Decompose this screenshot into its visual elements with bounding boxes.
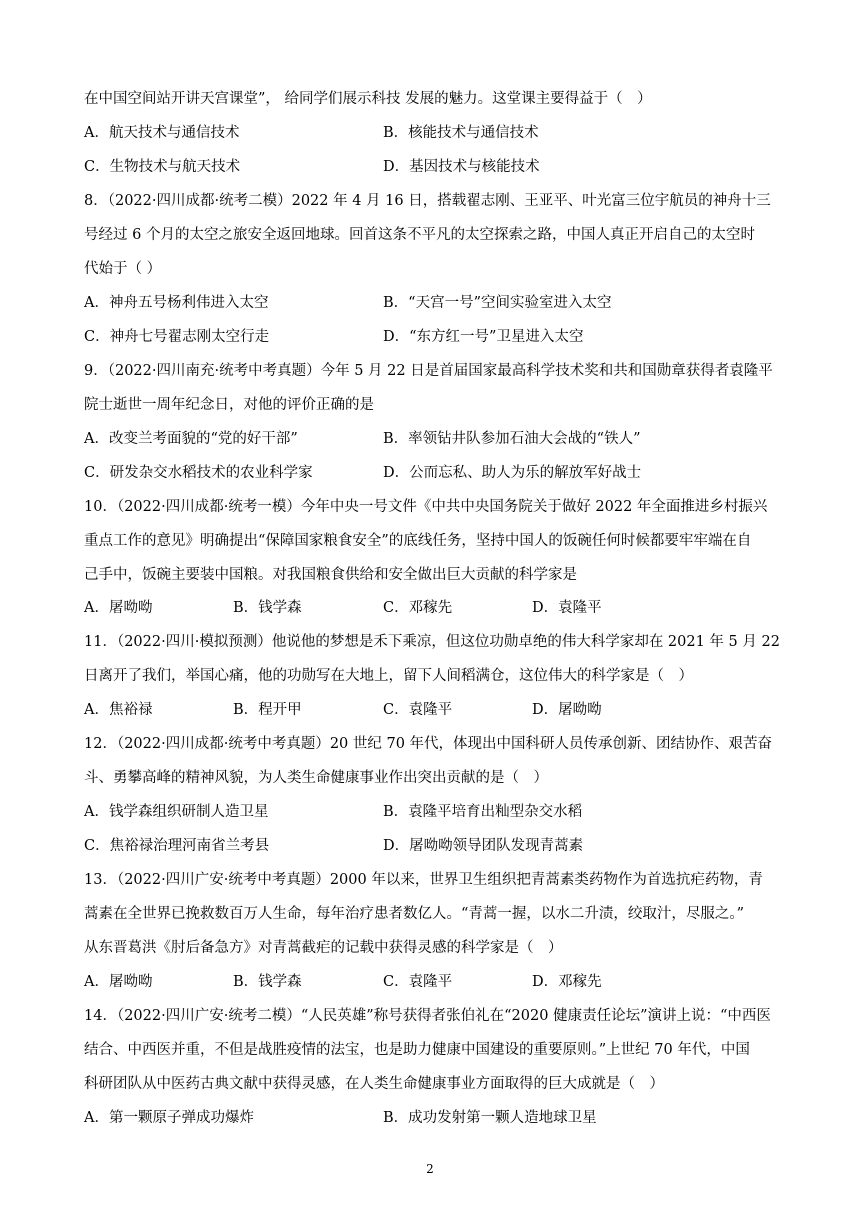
- option-b: B．成功发射第一颗人造地球卫星: [383, 1110, 597, 1126]
- option-d: D．基因技术与核能技术: [383, 159, 540, 175]
- question-9-line-1: 9．（2022·四川南充·统考中考真题）今年 5 月 22 日是首届国家最高科学技术奖和共和国勋章获得者袁隆平: [84, 363, 773, 379]
- question-10-line-1: 10．（2022·四川成都·统考一模）今年中央一号文件《中共中央国务院关于做好 2022 年全面推进乡村振兴: [84, 499, 768, 515]
- option-a: A．屠呦呦: [84, 974, 153, 990]
- option-c: C．生物技术与航天技术: [84, 159, 241, 175]
- option-c: C．神舟七号翟志刚太空行走: [84, 329, 270, 345]
- option-a: A．航天技术与通信技术: [84, 125, 240, 141]
- question-11-line-1: 11．（2022·四川·模拟预测）他说他的梦想是禾下乘凉，但这位功勋卓绝的伟大科学家却在 2021 年 5 月 22: [84, 634, 780, 650]
- option-b: B．钱学森: [233, 600, 302, 616]
- question-8-line-3: 代始于（ ）: [84, 261, 162, 277]
- question-8-line-1: 8．（2022·四川成都·统考二模）2022 年 4 月 16 日，搭载翟志刚、王亚平、叶光富三位宇航员的神舟十三: [84, 193, 771, 209]
- question-13-line-2: 蒿素在全世界已挽救数百万人生命，每年治疗患者数亿人。“青蒿一握，以水二升渍，绞取汁，尽服之。”: [84, 906, 745, 922]
- option-b: B．“天宫一号”空间实验室进入太空: [383, 295, 612, 311]
- option-a: A．钱学森组织研制人造卫星: [84, 804, 269, 820]
- option-a: A．神舟五号杨利伟进入太空: [84, 295, 269, 311]
- question-13-line-1: 13．（2022·四川广安·统考中考真题）2000 年以来，世界卫生组织把青蒿素类药物作为首选抗疟药物，青: [84, 872, 763, 888]
- question-12-line-2: 斗、勇攀高峰的精神风貌，为人类生命健康事业作出突出贡献的是（ ）: [84, 770, 548, 786]
- option-b: B．袁隆平培育出籼型杂交水稻: [383, 804, 583, 820]
- option-d: D．屠呦呦领导团队发现青蒿素: [383, 838, 584, 854]
- option-c: C．研发杂交水稻技术的农业科学家: [84, 465, 313, 481]
- option-a: A．焦裕禄: [84, 702, 153, 718]
- option-b: B．率领钻井队参加石油大会战的“铁人”: [383, 431, 641, 447]
- text-line: 在中国空间站开讲天宫课堂”， 给同学们展示科技 发展的魅力。这堂课主要得益于（ ）: [84, 91, 652, 107]
- option-d: D．屠呦呦: [532, 702, 602, 718]
- option-d: D．公而忘私、助人为乐的解放军好战士: [383, 465, 642, 481]
- option-b: B．核能技术与通信技术: [383, 125, 539, 141]
- question-11-line-2: 日离开了我们，举国心痛，他的功勋写在大地上，留下人间稻满仓，这位伟大的科学家是（ ）: [84, 668, 693, 684]
- option-b: B．程开甲: [233, 702, 302, 718]
- option-c: C．焦裕禄治理河南省兰考县: [84, 838, 270, 854]
- question-12-line-1: 12．（2022·四川成都·统考中考真题）20 世纪 70 年代，体现出中国科研人员传承创新、团结协作、艰苦奋: [84, 736, 773, 752]
- question-14-line-2: 结合、中西医并重，不但是战胜疫情的法宝，也是助力健康中国建设的重要原则。”上世纪 70 年代，中国: [84, 1042, 750, 1058]
- option-c: C．袁隆平: [383, 702, 453, 718]
- question-8-line-2: 号经过 6 个月的太空之旅安全返回地球。回首这条不平凡的太空探索之路，中国人真正开启自己的太空时: [84, 227, 755, 243]
- question-9-line-2: 院士逝世一周年纪念日，对他的评价正确的是: [84, 397, 374, 413]
- option-b: B．钱学森: [233, 974, 302, 990]
- option-d: D．“东方红一号”卫星进入太空: [383, 329, 584, 345]
- option-a: A．第一颗原子弹成功爆炸: [84, 1110, 254, 1126]
- option-d: D．邓稼先: [532, 974, 602, 990]
- question-14-line-1: 14．（2022·四川广安·统考二模）“人民英雄”称号获得者张伯礼在“2020 健康责任论坛”演讲上说：“中西医: [84, 1008, 771, 1024]
- option-a: A．屠呦呦: [84, 600, 153, 616]
- question-14-line-3: 科研团队从中医药古典文献中获得灵感，在人类生命健康事业方面取得的巨大成就是（ ）: [84, 1076, 664, 1092]
- option-a: A．改变兰考面貌的“党的好干部”: [84, 431, 298, 447]
- page-number: 2: [426, 1162, 434, 1176]
- option-d: D．袁隆平: [532, 600, 602, 616]
- option-c: C．袁隆平: [383, 974, 453, 990]
- question-10-line-3: 己手中，饭碗主要装中国粮。对我国粮食供给和安全做出巨大贡献的科学家是: [84, 567, 577, 583]
- question-13-line-3: 从东晋葛洪《肘后备急方》对青蒿截疟的记载中获得灵感的科学家是（ ）: [84, 940, 563, 956]
- option-c: C．邓稼先: [383, 600, 453, 616]
- question-10-line-2: 重点工作的意见》明确提出“保障国家粮食安全”的底线任务，坚持中国人的饭碗任何时候都要牢牢端在自: [84, 533, 752, 549]
